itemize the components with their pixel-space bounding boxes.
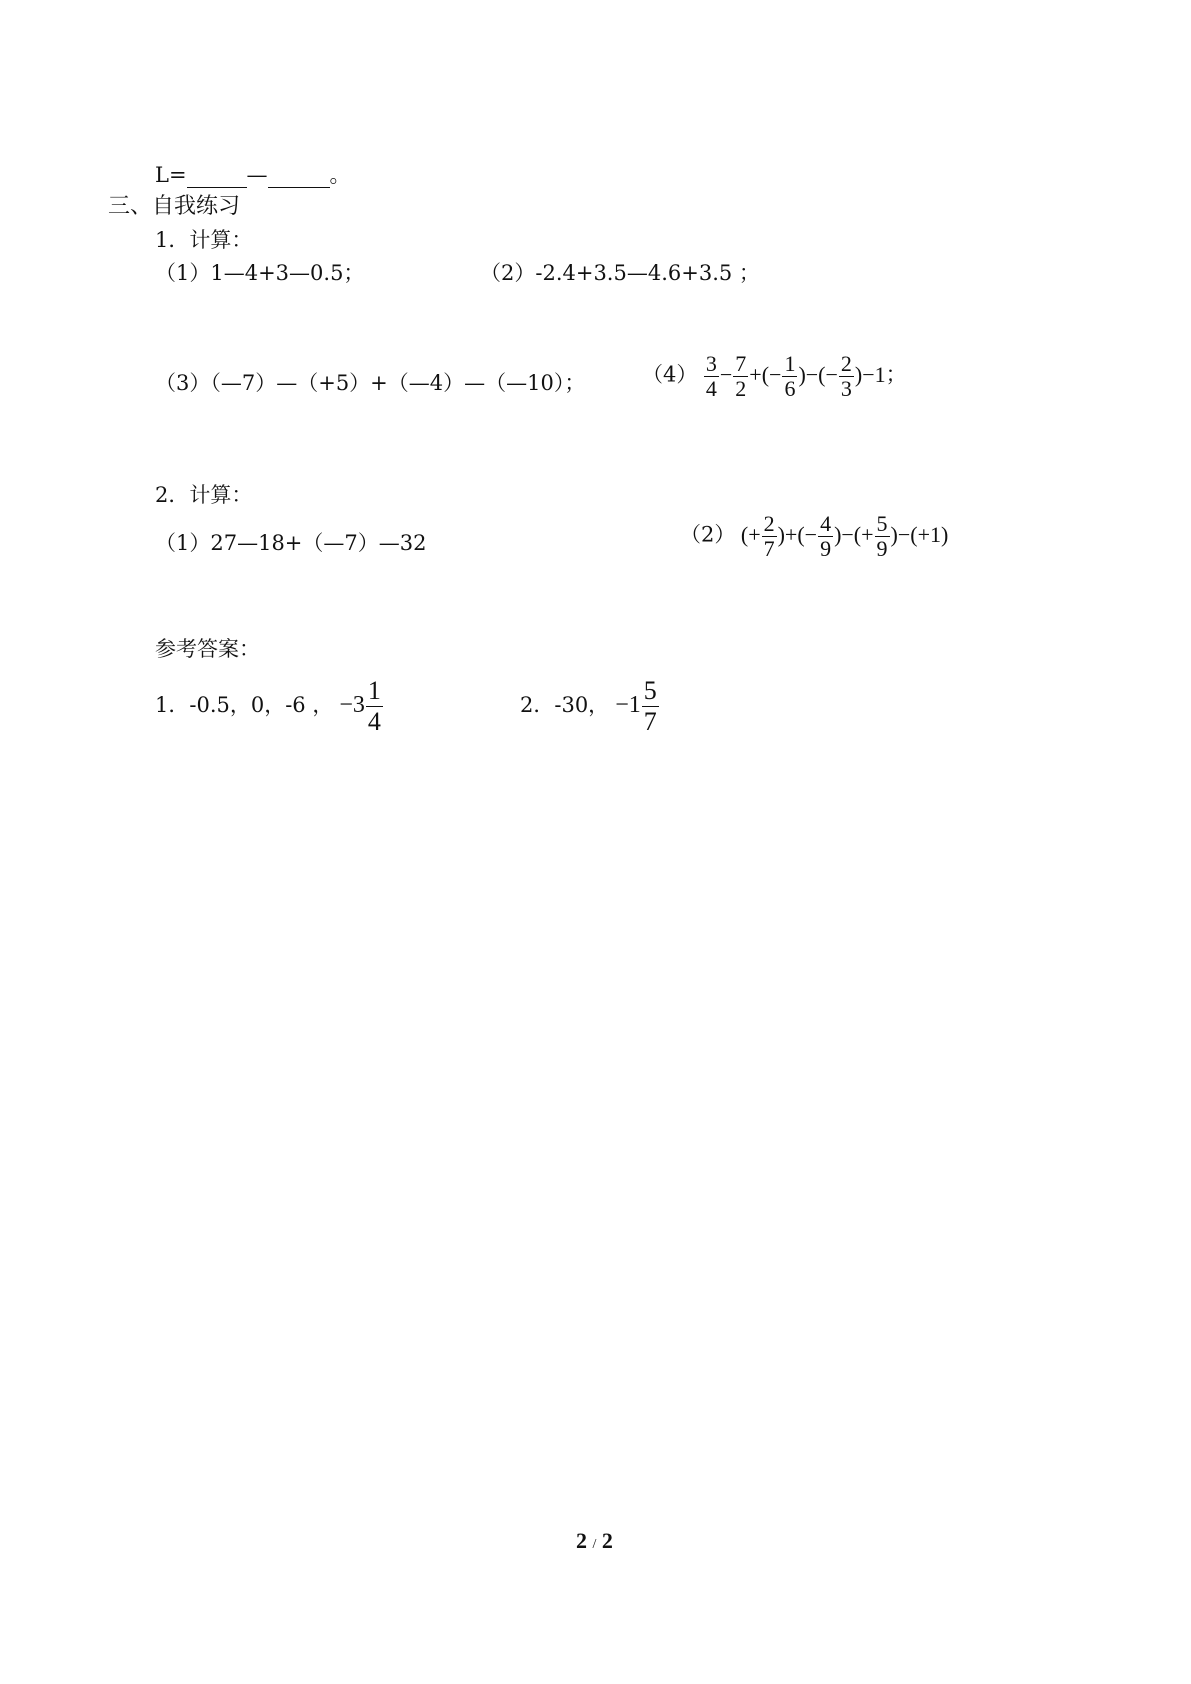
- fraction: $\frac{5}{9}$: [876, 511, 888, 561]
- page-number: [576, 1528, 613, 1554]
- q1-heading: 1．计算：: [155, 228, 253, 252]
- fraction: $\frac{1}{6}$: [784, 351, 796, 401]
- formula-dash: —: [246, 163, 268, 187]
- q2-problem-2-label: （2）: [680, 522, 736, 547]
- fraction: $\frac{4}{9}$: [820, 511, 832, 561]
- q1-problem-4-label: （4）: [642, 362, 698, 387]
- page-separator: /: [592, 1537, 597, 1552]
- section-title: 三、自我练习: [108, 194, 241, 219]
- fraction: $\frac{2}{7}$: [763, 511, 775, 561]
- q1-problem-4: （4） $\frac{3}{4}$ − $\frac{7}{2}$ +(− $\frac{1}{6}$ )−(− $\frac{2}{3}$ )−1；: [642, 351, 907, 401]
- answer-1-text: 1．-0.5，0，-6 ，: [155, 693, 334, 718]
- formula-end: 。: [329, 163, 351, 187]
- answer-1: 1．-0.5，0，-6 ， −3 $\frac{1}{4}$: [155, 676, 381, 736]
- fraction: $\frac{3}{4}$: [705, 351, 717, 401]
- blank-1[interactable]: [187, 167, 247, 188]
- q2-heading: 2．计算：: [155, 483, 253, 507]
- answers-heading: 参考答案：: [155, 637, 260, 661]
- fraction: $\frac{2}{3}$: [840, 351, 852, 401]
- answer-2-text: 2．-30，: [520, 693, 610, 718]
- page-total: 2: [601, 1528, 613, 1553]
- fraction: $\frac{7}{2}$: [735, 351, 747, 401]
- q2-problem-1: （1）27—18+（—7）—32: [155, 531, 427, 555]
- answer-2: 2．-30， −1 $\frac{5}{7}$: [520, 676, 657, 736]
- q1-problem-3: （3）（—7）—（+5）+（—4）—（—10）；: [155, 371, 586, 395]
- page-current: 2: [576, 1528, 587, 1553]
- q1-problem-2: （2）-2.4+3.5—4.6+3.5 ；: [480, 261, 760, 285]
- q1-problem-1: （1）1—4+3—0.5；: [155, 261, 365, 285]
- fraction: $\frac{5}{7}$: [643, 676, 657, 736]
- blank-2[interactable]: [268, 167, 330, 188]
- formula-blank-line: [155, 162, 351, 188]
- formula-prefix: L=: [155, 163, 187, 187]
- q2-problem-2: （2） (+ $\frac{2}{7}$ )+(− $\frac{4}{9}$ )−(+ $\frac{5}{9}$ )−(+1): [680, 511, 949, 561]
- fraction: $\frac{1}{4}$: [367, 676, 381, 736]
